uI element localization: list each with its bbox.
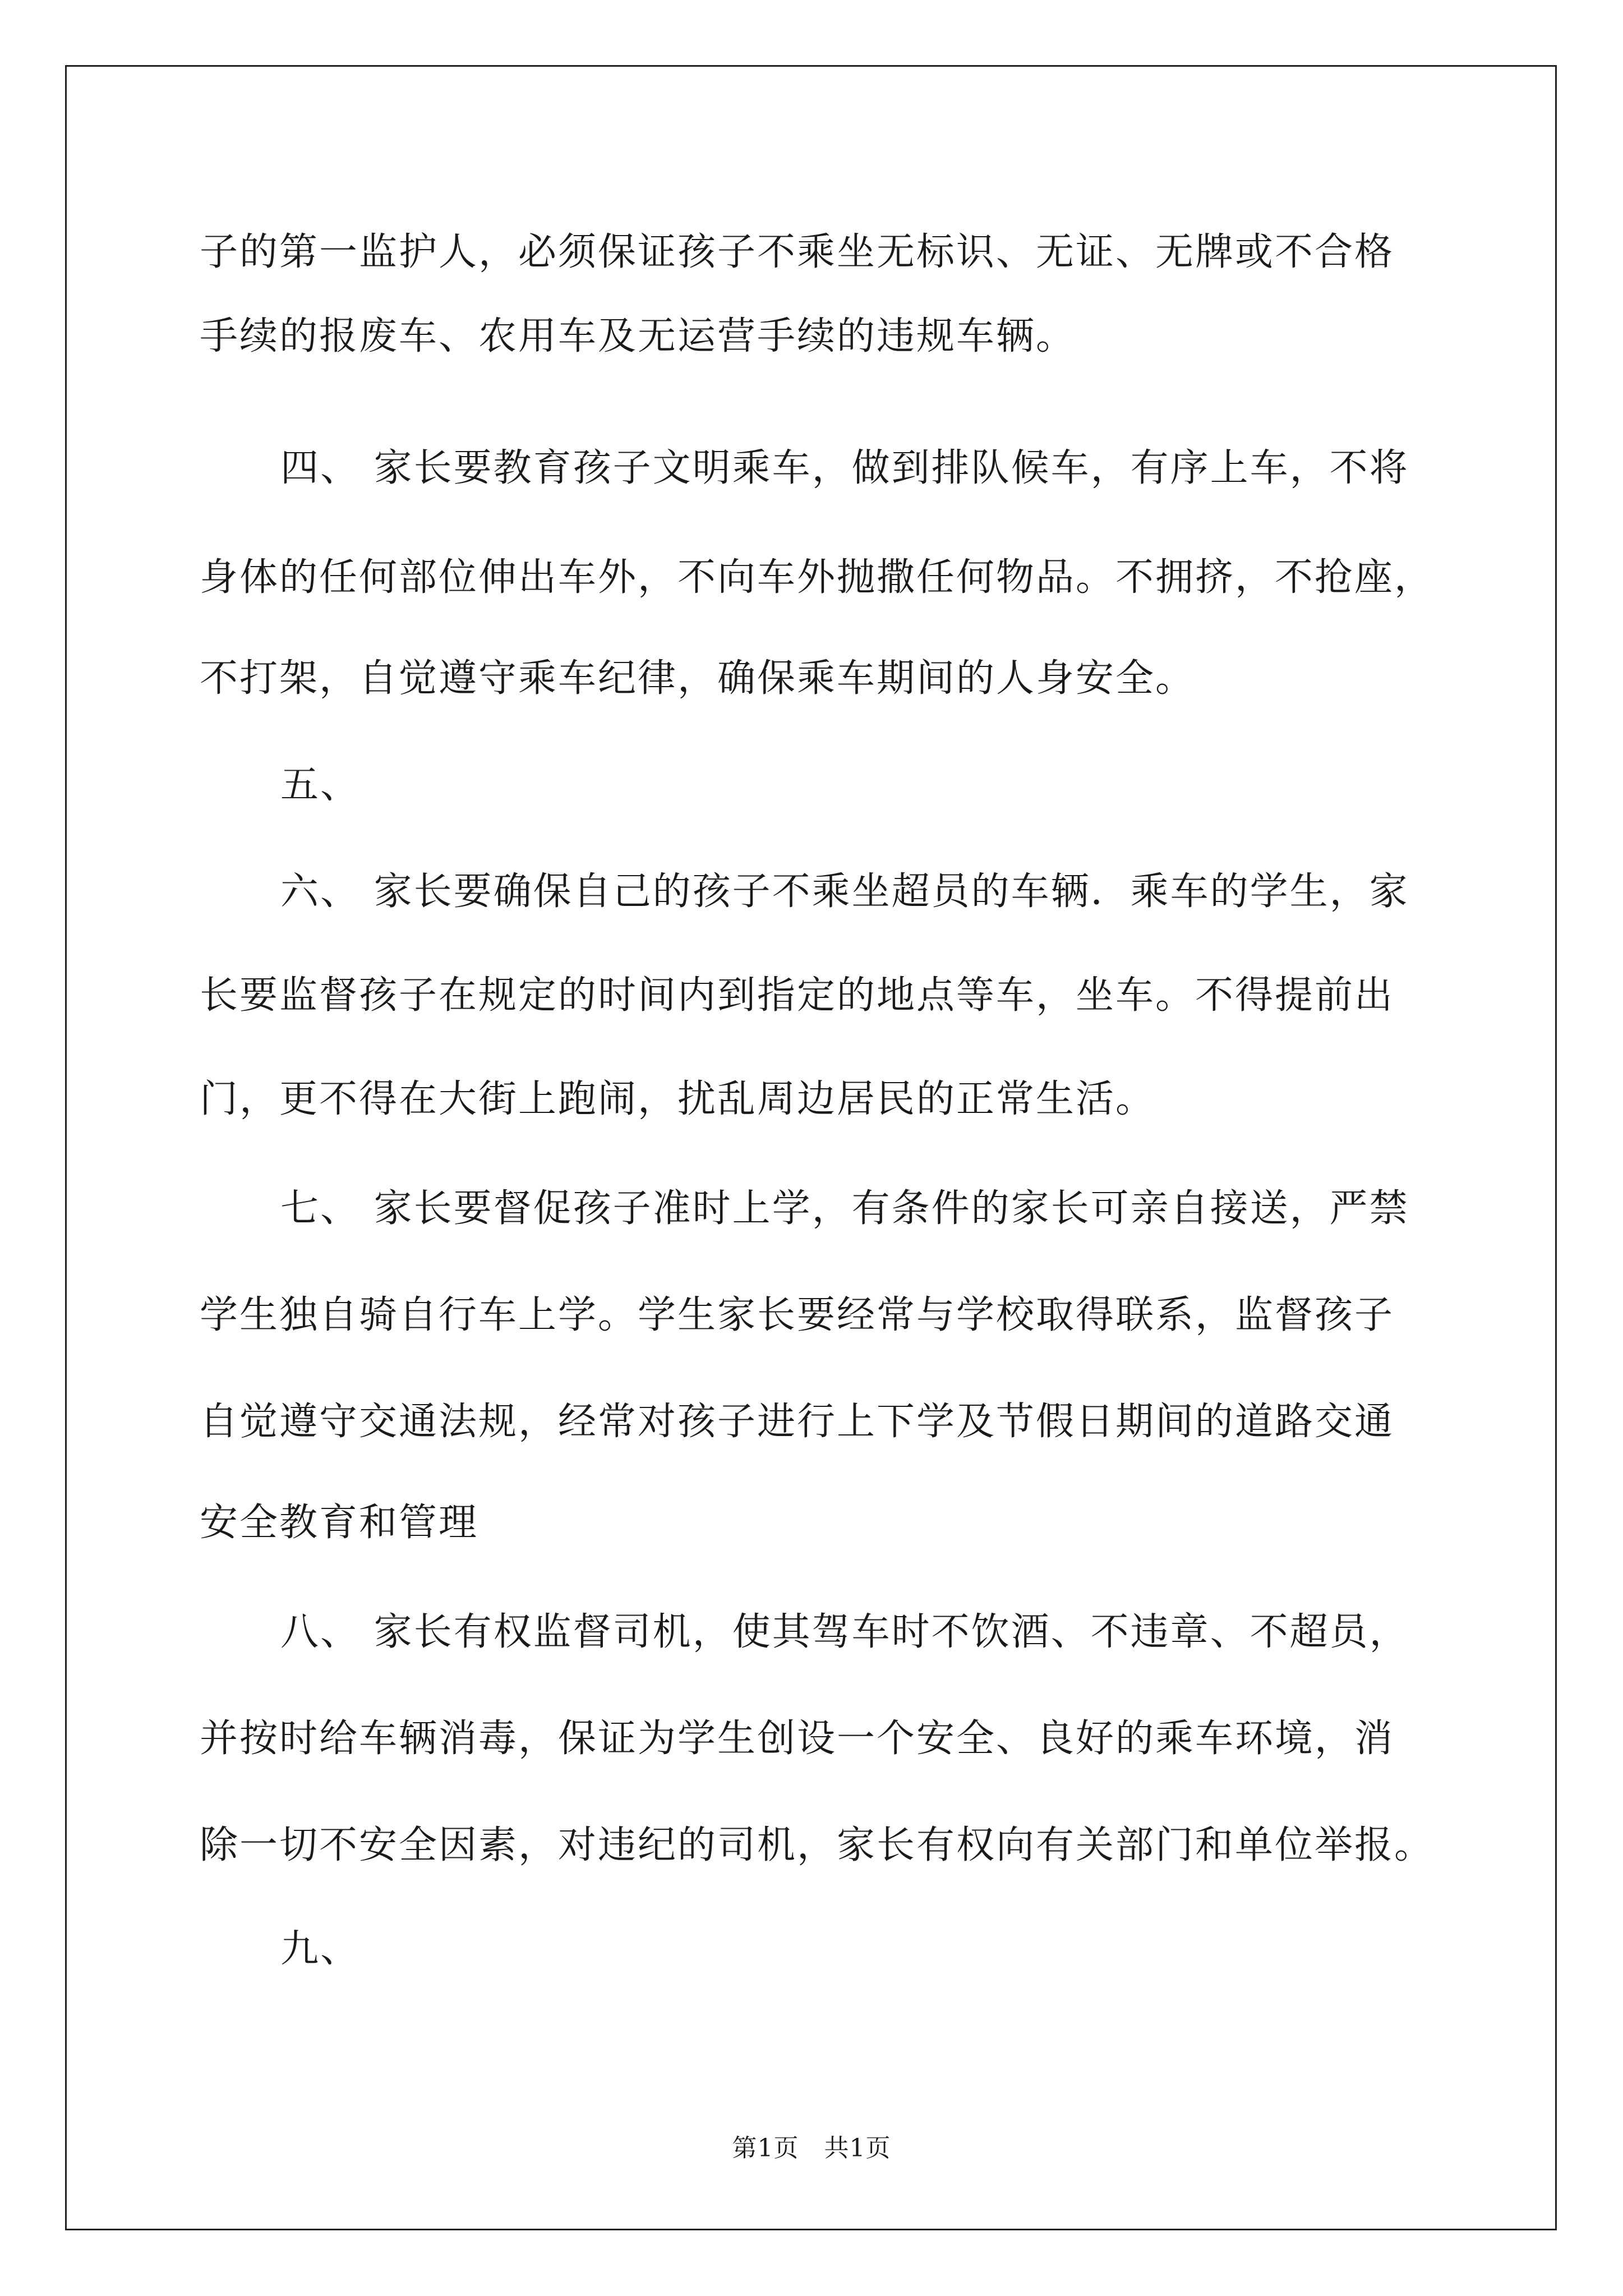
paragraph-4-line-2: 身体的任何部位伸出车外，不向车外抛撒任何物品。不拥挤，不抢座，	[200, 555, 1435, 600]
paragraph-4-line-3: 不打架，自觉遵守乘车纪律，确保乘车期间的人身安全。	[200, 656, 1196, 701]
text-line-2: 手续的报废车、农用车及无运营手续的违规车辆。	[200, 314, 1076, 358]
paragraph-7-line-3: 自觉遵守交通法规，经常对孩子进行上下学及节假日期间的道路交通	[200, 1400, 1395, 1444]
text-line-1: 子的第一监护人，必须保证孩子不乘坐无标识、无证、无牌或不合格	[200, 230, 1395, 274]
paragraph-7-line-4: 安全教育和管理	[200, 1501, 479, 1545]
page-footer: 第1页 共1页	[732, 2134, 891, 2162]
paragraph-8-line-3: 除一切不安全因素，对违纪的司机，家长有权向有关部门和单位举报。	[200, 1823, 1435, 1867]
paragraph-7-line-1: 七、 家长要督促孩子准时上学，有条件的家长可亲自接送，严禁	[280, 1186, 1409, 1231]
page-border	[65, 65, 1557, 2230]
paragraph-5-heading: 五、	[280, 763, 361, 807]
paragraph-6-line-2: 长要监督孩子在规定的时间内到指定的地点等车，坐车。不得提前出	[200, 973, 1395, 1018]
paragraph-6-line-3: 门，更不得在大街上跑闹，扰乱周边居民的正常生活。	[200, 1077, 1156, 1121]
paragraph-4-line-1: 四、 家长要教育孩子文明乘车，做到排队候车，有序上车，不将	[280, 446, 1409, 490]
paragraph-7-line-2: 学生独自骑自行车上学。学生家长要经常与学校取得联系，监督孩子	[200, 1293, 1395, 1337]
paragraph-9-heading: 九、	[280, 1927, 361, 1971]
paragraph-8-line-1: 八、 家长有权监督司机，使其驾车时不饮酒、不违章、不超员，	[280, 1610, 1409, 1654]
paragraph-6-line-1: 六、 家长要确保自己的孩子不乘坐超员的车辆．乘车的学生，家	[280, 869, 1409, 914]
paragraph-8-line-2: 并按时给车辆消毒，保证为学生创设一个安全、良好的乘车环境，消	[200, 1717, 1395, 1761]
